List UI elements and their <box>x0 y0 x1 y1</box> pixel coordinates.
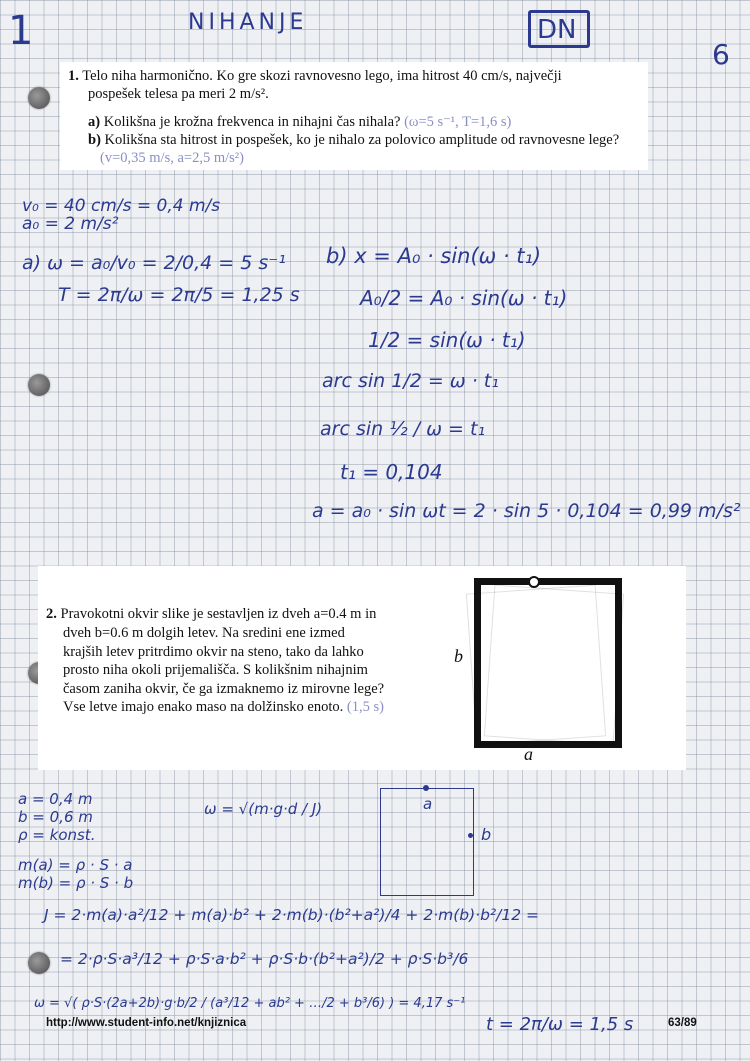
problem1-a-label: a) <box>88 114 101 130</box>
footer-page: 63/89 <box>668 1017 697 1029</box>
solution1-b-line6: t₁ = 0,104 <box>340 460 443 484</box>
problem1-b-text: Kolikšna sta hitrost in pospešek, ko je nihalo za polovico amplitude od ravnovesne lege? <box>104 132 620 148</box>
problem2-line3: krajših letev pritrdimo okvir na steno, tako da lahko <box>63 643 364 660</box>
sketch-frame <box>380 788 492 896</box>
badge-label: DN <box>537 15 577 45</box>
solution1-b-line3: 1/2 = sin(ω · t₁) <box>368 328 526 352</box>
solution2-mass-a: m(a) = ρ · S · a <box>18 856 133 874</box>
frame-figure <box>474 578 622 748</box>
problem2-answer: (1,5 s) <box>346 699 384 715</box>
solution1-period: T = 2π/ω = 2π/5 = 1,25 s <box>58 284 300 306</box>
problem1-text: Telo niha harmonično. Ko gre skozi ravnovesno lego, ima hitrost 40 cm/s, največji <box>82 68 562 84</box>
solution2-given-b: b = 0,6 m <box>18 808 93 826</box>
solution1-b-line1: b) x = A₀ · sin(ω · t₁) <box>326 244 542 268</box>
problem2-card <box>38 566 686 770</box>
badge <box>528 10 590 48</box>
frame-label-b: b <box>454 646 463 666</box>
problem1-b-answer: (v=0,35 m/s, a=2,5 m/s²) <box>100 150 244 166</box>
solution1-b-line2: A₀/2 = A₀ · sin(ω · t₁) <box>360 286 568 310</box>
problem1-a-answer: (ω=5 s⁻¹, T=1,6 s) <box>404 114 512 130</box>
problem2-line4: prosto niha okoli prijemališča. S kolikšnim nihajnim <box>63 662 368 678</box>
frame-label-a: a <box>524 744 533 764</box>
frame-ghost <box>484 585 624 746</box>
binder-hole <box>28 374 50 396</box>
problem1-a-text: Kolikšna je krožna frekvenca in nihajni čas nihala? <box>103 114 401 130</box>
page-title: NIHANJE <box>188 10 308 35</box>
page-number: 6 <box>712 38 730 71</box>
solution1-b-line4: arc sin 1/2 = ω · t₁ <box>322 370 499 392</box>
sketch-side-dot <box>468 833 473 838</box>
solution1-b-line7: a = a₀ · sin ωt = 2 · sin 5 · 0,104 = 0,99 m/s² <box>312 500 741 522</box>
problem2-line1: Pravokotni okvir slike je sestavljen iz dveh a=0.4 m in <box>60 606 377 622</box>
problem1-b-label: b) <box>88 132 101 148</box>
solution1-given-v0: v₀ = 40 cm/s = 0,4 m/s <box>22 196 221 216</box>
solution2-inertia-line1: J = 2·m(a)·a²/12 + m(a)·b² + 2·m(b)·(b²+a²)/4 + 2·m(b)·b²/12 = <box>44 906 540 924</box>
sketch-label-a: a <box>423 795 433 813</box>
solution2-period-result: t = 2π/ω = 1,5 s <box>486 1014 634 1035</box>
solution2-given-a: a = 0,4 m <box>18 790 93 808</box>
binder-hole <box>28 952 50 974</box>
solution2-inertia-line2: = 2·ρ·S·a³/12 + ρ·S·a·b² + ρ·S·b·(b²+a²)/2 + ρ·S·b³/6 <box>60 950 469 968</box>
problem2-line6: Vse letve imajo enako maso na dolžinsko enoto. <box>63 699 344 715</box>
problem2-line5: časom zaniha okvir, če ga izmaknemo iz mirovne lege? <box>63 680 385 697</box>
solution2-given-rho: ρ = konst. <box>18 826 96 844</box>
solution1-b-line5: arc sin ½ / ω = t₁ <box>320 418 486 440</box>
solution2-omega-formula: ω = √(m·g·d / J) <box>204 800 323 818</box>
sketch-pivot <box>423 785 429 791</box>
solution2-mass-b: m(b) = ρ · S · b <box>18 874 134 892</box>
binder-hole <box>28 87 50 109</box>
footer-url[interactable]: http://www.student-info.net/knjiznica <box>46 1017 247 1029</box>
problem2-number: 2. <box>46 606 57 622</box>
sketch-label-b: b <box>481 825 492 844</box>
page-mark: 1 <box>8 8 34 54</box>
problem1-number: 1. <box>68 68 79 84</box>
solution1-given-a0: a₀ = 2 m/s² <box>22 214 119 234</box>
problem2-line2: dveh b=0.6 m dolgih letev. Na sredini ene izmed <box>63 625 345 641</box>
solution1-omega: a) ω = a₀/v₀ = 2/0,4 = 5 s⁻¹ <box>22 252 286 274</box>
solution2-omega-result: ω = √( ρ·S·(2a+2b)·g·b/2 / (a³/12 + ab² + …/2 + b³/6) ) = 4,17 s⁻¹ <box>34 996 466 1011</box>
problem1-text-line2: pospešek telesa pa meri 2 m/s². <box>88 86 269 102</box>
problem1-card <box>60 62 648 170</box>
